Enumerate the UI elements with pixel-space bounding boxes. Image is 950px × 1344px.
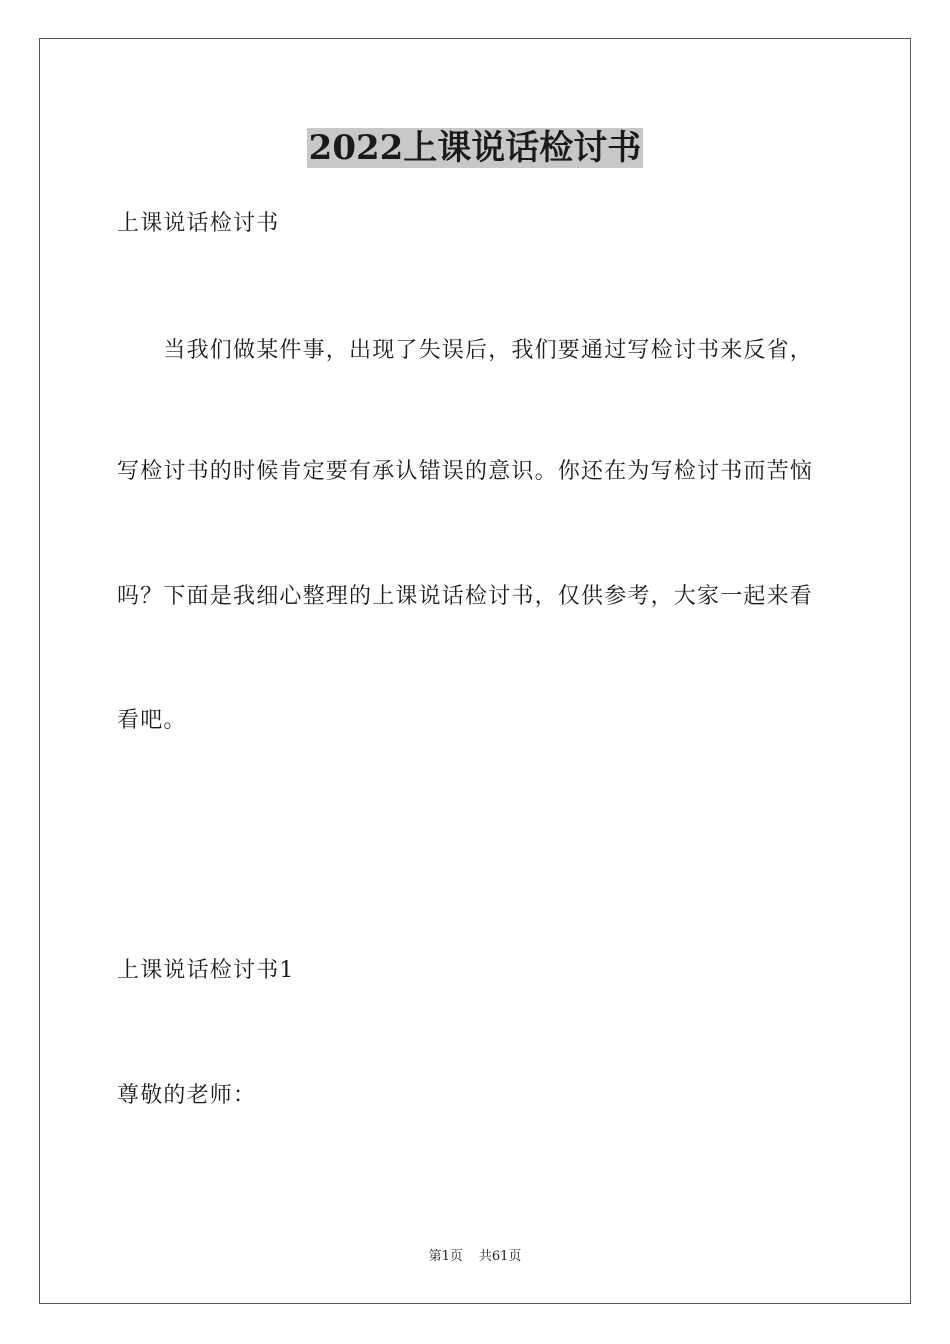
page-footer <box>0 1248 950 1266</box>
intro-line-3: 吗？下面是我细心整理的上课说话检讨书，仅供参考，大家一起来看 <box>117 584 814 609</box>
document-title <box>0 126 950 170</box>
document-title-text: 2022上课说话检讨书 <box>308 128 642 168</box>
section-heading: 上课说话检讨书1 <box>117 958 295 983</box>
salutation: 尊敬的老师： <box>117 1083 257 1108</box>
intro-line-4: 看吧。 <box>117 708 187 733</box>
intro-line-2: 写检讨书的时候肯定要有承认错误的意识。你还在为写检讨书而苦恼 <box>117 459 814 484</box>
document-subtitle: 上课说话检讨书 <box>117 211 280 236</box>
intro-line-1: 当我们做某件事，出现了失误后，我们要通过写检讨书来反省， <box>117 338 814 363</box>
page-number: 第1页 <box>428 1249 463 1264</box>
page-total: 共61页 <box>478 1249 522 1264</box>
